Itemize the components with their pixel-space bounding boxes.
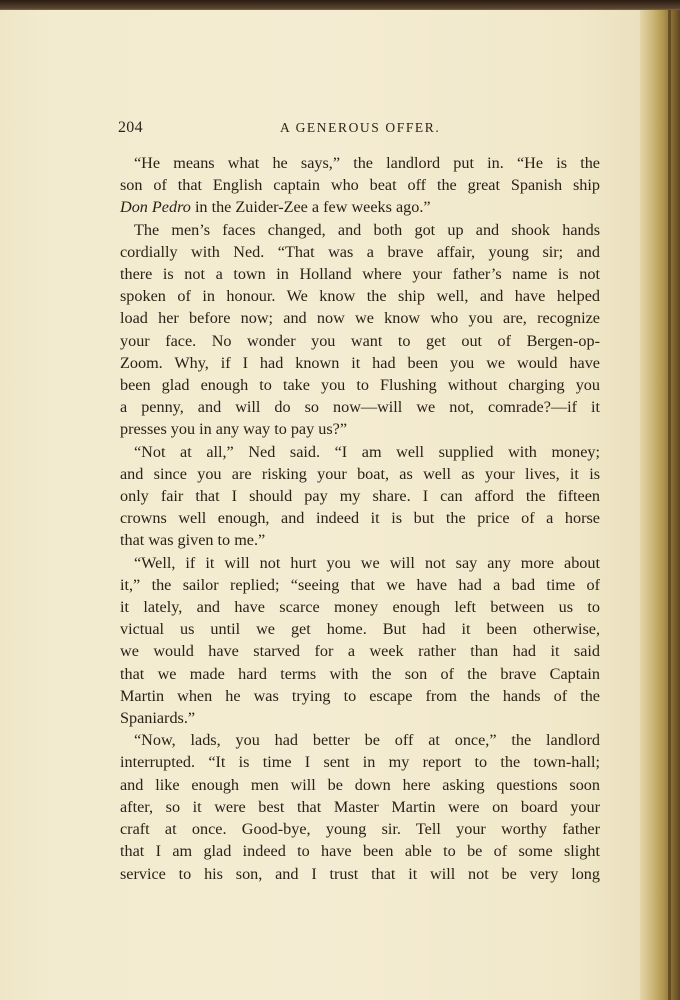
page-gutter-shadow (640, 10, 680, 1000)
page-edge-line (668, 10, 671, 1000)
text-line: spoken of in honour. We know the ship well, and have helped (120, 287, 600, 306)
text-line (120, 196, 600, 218)
text-line: been glad enough to take you to Flushing without charging you (120, 376, 600, 395)
text-line-rest: in the Zuider-Zee a few weeks ago.” (190, 198, 431, 217)
running-head (118, 119, 600, 139)
text-line: Zoom. Why, if I had known it had been you we would have (120, 353, 600, 372)
text-line: Martin when he was trying to escape from the hands of the (120, 686, 600, 705)
text-line: only fair that I should pay my share. I can afford the fifteen (120, 487, 600, 506)
text-line: The men’s faces changed, and both got up and shook hands (134, 220, 600, 239)
text-line: son of that English captain who beat off the great Spanish ship (120, 176, 600, 195)
text-line: “Well, if it will not hurt you we will not say any more about (134, 553, 600, 572)
text-line: service to his son, and I trust that it will not be very long (120, 864, 600, 883)
text-line: crowns well enough, and indeed it is but the price of a horse (120, 509, 600, 528)
body-text (120, 152, 600, 885)
text-line: presses you in any way to pay us?” (120, 420, 348, 439)
text-line: it lately, and have scarce money enough left between us to (120, 598, 600, 617)
text-line: load her before now; and now we know who you are, recognize (120, 309, 600, 328)
text-line: after, so it were best that Master Martin were on board your (120, 797, 600, 816)
text-line: your face. No wonder you want to get out of Bergen-op- (120, 331, 600, 350)
text-line: cordially with Ned. “That was a brave affair, young sir; and (120, 242, 600, 261)
text-line: “Not at all,” Ned said. “I am well supplied with money; (134, 442, 600, 461)
text-line: and like enough men will be down here asking questions soon (120, 775, 600, 794)
text-line: we would have starved for a week rather than had it said (120, 642, 600, 661)
text-line: craft at once. Good-bye, young sir. Tell your worthy father (120, 820, 600, 839)
text-line: interrupted. “It is time I sent in my report to the town-hall; (120, 753, 600, 772)
text-line: that was given to me.” (120, 531, 266, 550)
text-line: “Now, lads, you had better be off at once,” the landlord (134, 731, 600, 750)
ship-name-italic: Don Pedro (120, 198, 191, 217)
text-line: it,” the sailor replied; “seeing that we have had a bad time of (120, 575, 600, 594)
text-line: a penny, and will do so now—will we not, comrade?—if it (120, 398, 600, 417)
text-line: there is not a town in Holland where your father’s name is not (120, 265, 600, 284)
page-number: 204 (118, 119, 143, 136)
text-line: that I am glad indeed to have been able to be of some slight (120, 842, 600, 861)
running-title: A GENEROUS OFFER. (280, 120, 441, 135)
text-line: and since you are risking your boat, as well as your lives, it is (120, 464, 600, 483)
text-line: victual us until we get home. But had it been otherwise, (120, 620, 600, 639)
text-line: “He means what he says,” the landlord put in. “He is the (134, 154, 600, 172)
text-line: that we made hard terms with the son of the brave Captain (120, 664, 600, 683)
text-line: Spaniards.” (120, 709, 196, 728)
